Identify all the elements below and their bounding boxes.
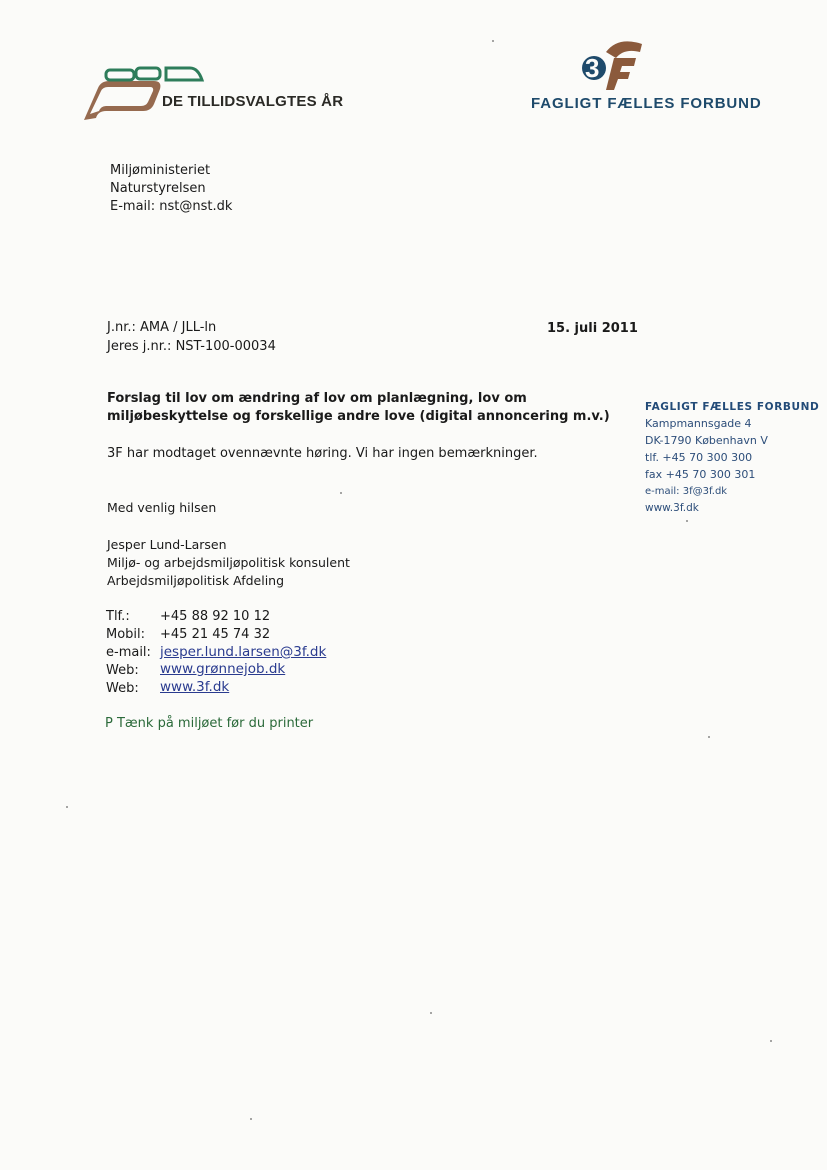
scan-speck [66,806,68,808]
web1-label: Web: [106,663,139,678]
scan-speck [770,1040,772,1042]
logo-left-text: DE TILLIDSVALGTES ÅR [162,93,344,110]
sender-name: Jesper Lund-Larsen [107,537,227,552]
letter-date: 15. juli 2011 [547,321,638,336]
your-reference: Jeres j.nr.: NST-100-00034 [107,339,276,354]
address-phone: tlf. +45 70 300 300 [645,451,753,464]
address-street: Kampmannsgade 4 [645,417,752,430]
scan-speck [430,1012,432,1014]
3f-logo [578,38,648,94]
phone-value: +45 88 92 10 12 [160,609,271,624]
address-fax: fax +45 70 300 301 [645,468,756,481]
letter-closing: Med venlig hilsen [107,500,217,515]
web2-label: Web: [106,681,139,696]
address-city: DK-1790 København V [645,434,768,447]
phone-label: Tlf.: [106,609,130,624]
scan-speck [340,492,342,494]
scan-speck [250,1118,252,1120]
recipient-name: Miljøministeriet [110,163,211,178]
web1-link[interactable]: www.grønnejob.dk [160,661,286,677]
recipient-email: E-mail: nst@nst.dk [110,199,233,214]
address-web: www.3f.dk [645,502,699,514]
our-reference: J.nr.: AMA / JLL-ln [107,320,217,335]
org-name-header: FAGLIGT FÆLLES FORBUND [531,95,762,112]
print-eco-note: P Tænk på miljøet før du printer [105,716,314,731]
scan-speck [686,520,688,522]
address-org-name: FAGLIGT FÆLLES FORBUND [645,401,820,413]
recipient-agency: Naturstyrelsen [110,181,206,196]
letter-body: 3F har modtaget ovennævnte høring. Vi har ingen bemærkninger. [107,446,538,461]
scan-speck [708,736,710,738]
scan-speck [492,40,494,42]
email-link[interactable]: jesper.lund.larsen@3f.dk [160,644,327,660]
svg-text:3: 3 [585,53,600,83]
email-label: e-mail: [106,645,151,660]
web2-link[interactable]: www.3f.dk [160,679,230,695]
mobile-label: Mobil: [106,627,146,642]
mobile-value: +45 21 45 74 32 [160,627,271,642]
address-email: e-mail: 3f@3f.dk [645,486,728,497]
sender-department: Arbejdsmiljøpolitisk Afdeling [107,573,285,588]
letter-subject: Forslag til lov om ændring af lov om planlægning, lov om miljøbeskyttelse og forskellige andre love (digital annoncering m.v.) [107,391,610,424]
sender-title: Miljø- og arbejdsmiljøpolitisk konsulent [107,555,350,570]
